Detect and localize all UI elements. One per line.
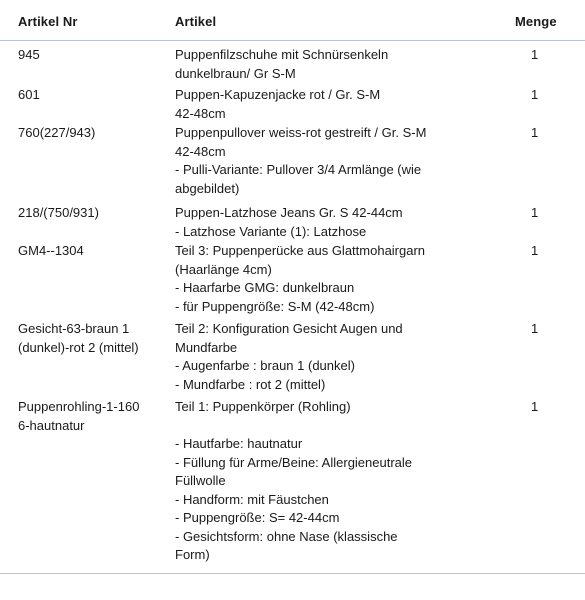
quantity: 1 [531, 243, 539, 258]
article-number: 218/(750/931) [18, 205, 99, 220]
quantity: 1 [531, 321, 539, 336]
article-number: Gesicht-63-braun 1 (dunkel)-rot 2 (mittel) [18, 321, 139, 355]
article-description: Teil 1: Puppenkörper (Rohling) - Hautfarbe: hautnatur - Füllung für Arme/Beine: Allergieneutrale Füllwolle - Handform: mit Fäustchen - Puppengröße: S= 42-44cm - Gesichtsform: ohne Nase (klassische Form) [175, 399, 413, 562]
article-number: Puppenrohling-1-160 6-hautnatur [18, 399, 140, 433]
article-description: Teil 3: Puppenperücke aus Glattmohairgarn (Haarlänge 4cm) - Haarfarbe GMG: dunkelbraun - für Puppengröße: S-M (42-48cm) [175, 243, 426, 314]
quantity: 1 [531, 87, 539, 102]
article-number: 945 [18, 47, 40, 62]
quantity: 1 [531, 47, 539, 62]
table-header [0, 0, 585, 41]
article-description: Teil 2: Konfiguration Gesicht Augen und Mundfarbe - Augenfarbe : braun 1 (dunkel) - Mundfarbe : rot 2 (mittel) [175, 321, 403, 392]
article-description: Puppen-Latzhose Jeans Gr. S 42-44cm - Latzhose Variante (1): Latzhose [175, 205, 403, 239]
article-number: 760(227/943) [18, 125, 96, 140]
article-number: GM4--1304 [18, 243, 84, 258]
article-description: Puppen-Kapuzenjacke rot / Gr. S-M 42-48cm [175, 87, 381, 121]
quantity: 1 [531, 399, 539, 414]
article-description: Puppenpullover weiss-rot gestreift / Gr. S-M 42-48cm - Pulli-Variante: Pullover 3/4 Armlänge (wie abgebildet) [175, 125, 427, 196]
quantity: 1 [531, 125, 539, 140]
header-artikel-nr: Artikel Nr [18, 14, 78, 29]
article-number: 601 [18, 87, 40, 102]
article-description: Puppenfilzschuhe mit Schnürsenkeln dunkelbraun/ Gr S-M [175, 47, 389, 81]
header-artikel: Artikel [175, 14, 217, 29]
quantity: 1 [531, 205, 539, 220]
header-menge: Menge [515, 14, 557, 29]
table-bottom-divider [0, 573, 585, 574]
